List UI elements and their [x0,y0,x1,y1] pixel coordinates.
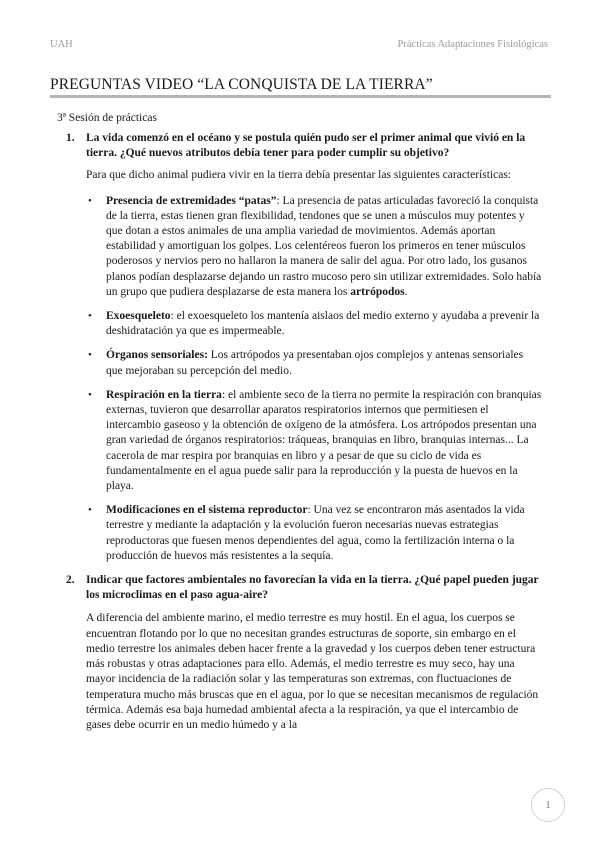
answer-text: A diferencia del ambiente marino, el medio terrestre es muy hostil. En el agua, los cuerpos se encuentran flotando por lo que no necesitan grandes estructuras de soporte, sin embargo en el medio terrestre los animales deben hacer frente a la gravedad y los cuerpos deben tener estructura más robustas y otras adaptaciones para ello. Además, el medio terrestre es muy seco, hay una mayor incidencia de la radiación solar y las temperaturas son extremas, con fluctuaciones de temperatura mucho más bruscas que en el agua, por lo que se necesitan mecanismos de regulación térmica. Además esa baja humedad ambiental afecta a la respiración, ya que el intercambio de gases debe ocurrir en un medio húmedo y a la [86,612,539,731]
bullet-text: : el ambiente seco de la tierra no permite la respiración con branquias externas, tuvieron que desarrollar aparatos respiratorios internos que permitiesen el intercambio gaseoso y la obtención de oxígeno de la atmósfera. Los artrópodos presentan una gran variedad de órganos respiratorios: tráqueas, branquias en libro, branquias internas... La cacerola de mar respira por branquias en libro y a pesar de que su ciclo de vida es fundamentalmente en el agua puede salir para la reproducción y la puesta de huevos en la playa. [106,388,542,493]
bullet-term: artrópodos [350,285,405,298]
bullet-term: Modificaciones en el sistema reproductor [106,504,308,517]
answer-intro: Para que dicho animal pudiera vivir en la tierra debía presentar las siguientes características: [86,169,512,182]
header-left: UAH [50,39,73,50]
bullet-text: : La presencia de patas articuladas favoreció la conquista de la tierra, estas tienen gran flexibilidad, tendones que se unen a músculos muy potentes y que dotan a estos animales de una amplia variedad de movimientos. Además aportan estabilidad y amortiguan los golpes. Los celentéreos fueron los primeros en tener músculos poderosos y nervios pero no hallaron la manera de salir del agua. Por otro lado, los gusanos planos podían desplazarse dejando un rastro mucoso pero sin utilizar extremidades. Solo había un grupo que pudiera desplazarse de esta manera los [106,194,542,298]
list-item [86,194,542,300]
list-item [86,309,542,339]
question-number: 1. [66,132,75,144]
list-item [86,503,542,564]
question-1 [66,131,542,161]
bullet-term: Exoesqueleto [106,310,171,323]
question-text: La vida comenzó en el océano y se postula quién pudo ser el primer animal que vivió en la tierra. ¿Qué nuevos atributos debía tener para poder cumplir su objetivo? [86,132,526,160]
list-item [86,348,542,378]
bullet-term: Respiración en la tierra [106,388,222,401]
bullet-text: . [404,285,408,298]
document-body [66,131,542,733]
bullet-text: Los artrópodos ya presentaban ojos complejos y antenas sensoriales que mejoraban su percepción del medio. [106,349,524,377]
bullet-text: : el exoesqueleto los mantenía aislaos del medio externo y ayudaba a prevenir la deshidratación ya que es impermeable. [106,310,540,338]
session-label: 3ª Sesión de prácticas [57,112,157,124]
page-title: PREGUNTAS VIDEO “LA CONQUISTA DE LA TIERRA” [50,76,551,98]
list-item [86,388,542,494]
question-text: Indicar que factores ambientales no favorecían la vida en la tierra. ¿Qué papel pueden jugar los microclimas en el paso agua-aire? [86,574,539,602]
bullet-text: : Una vez se encontraron más asentados la vida terrestre y mediante la adaptación y la evolución fueron necesarias nuevas estrategias reproductoras que fuesen menos dependientes del agua, como la fertilización interna o la producción de huevos más resistentes a la sequía. [106,504,525,562]
bullet-term: Órganos sensoriales: [106,349,208,362]
page-number: 1 [531,788,565,822]
question-2 [66,573,542,603]
question-number: 2. [66,574,75,587]
header-right: Prácticas Adaptaciones Fisiológicas [397,39,548,50]
bullet-term: Presencia de extremidades “patas” [106,194,277,207]
characteristics-list [86,194,542,564]
